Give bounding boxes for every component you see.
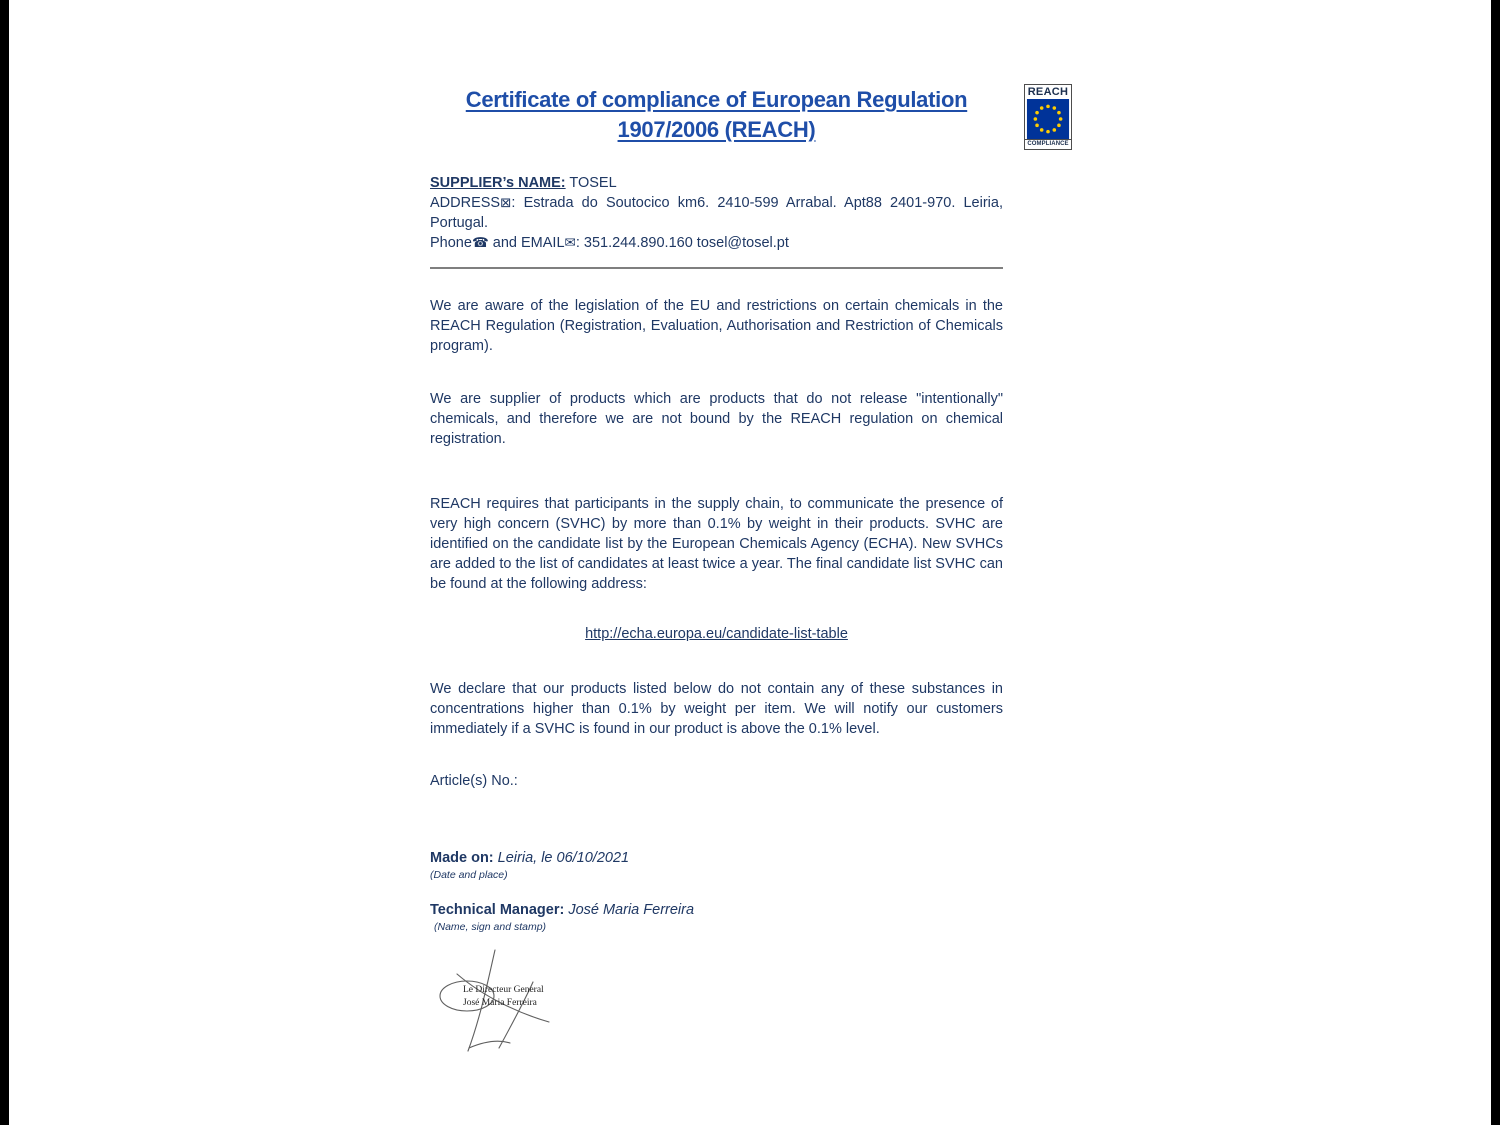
email-label: and EMAIL xyxy=(488,235,565,251)
phone-icon: ☎ xyxy=(471,235,489,250)
stamp-line-2: José Maria Ferreira xyxy=(463,998,537,1008)
made-on-value: Leiria, le 06/10/2021 xyxy=(493,850,630,866)
supplier-name-line xyxy=(430,173,1003,193)
address-value: : Estrada do Soutocico km6. 2410-599 Arrabal. Apt88 2401-970. Leiria, Portugal. xyxy=(430,195,1003,231)
envelope-icon: ⊠ xyxy=(500,195,512,210)
letterbox-left xyxy=(0,0,9,1125)
candidate-list-link[interactable]: http://echa.europa.eu/candidate-list-table xyxy=(585,626,848,642)
signature-block xyxy=(437,948,562,1053)
supplier-name-value: TOSEL xyxy=(565,175,617,191)
articles-line: Article(s) No.: xyxy=(430,773,518,789)
document-content xyxy=(430,85,1003,934)
letterbox-right xyxy=(1491,0,1500,1125)
supplier-block xyxy=(430,173,1003,253)
date-place-note: (Date and place) xyxy=(430,869,508,881)
paragraph-awareness: We are aware of the legislation of the EU and restrictions on certain chemicals in the REACH Regulation (Registration, Evaluation, Authorisation and Restriction of Chemicals program). xyxy=(430,298,1003,354)
technical-manager-label: Technical Manager: xyxy=(430,902,565,918)
reach-logo-title: REACH xyxy=(1027,86,1069,98)
eu-flag-icon xyxy=(1026,99,1070,139)
paragraph-declaration: We declare that our products listed below do not contain any of these substances in concentrations higher than 0.1% by weight per item. We will notify our customers immediately if a SVHC is found in our product is above the 0.1% level. xyxy=(430,681,1003,737)
document-title xyxy=(430,85,1003,145)
made-on-label: Made on: xyxy=(430,850,494,866)
paragraph-svhc-requirements: REACH requires that participants in the supply chain, to communicate the presence of very high concern (SVHC) by more than 0.1% by weight in their products. SVHC are identified on the candidate list by the European Chemicals Agency (ECHA). New SVHCs are added to the list of candidates at least twice a year. The final candidate list SVHC can be found at the following address: xyxy=(430,496,1003,592)
contact-value: : 351.244.890.160 tosel@tosel.pt xyxy=(575,235,789,251)
divider-line xyxy=(430,267,1003,269)
title-line-1: Certificate of compliance of European Regulation xyxy=(465,87,968,112)
supplier-address-line xyxy=(430,193,1003,233)
address-label: ADDRESS xyxy=(430,195,501,211)
stamp-line-1: Le Directeur General xyxy=(463,985,544,995)
stamp-text xyxy=(463,984,544,1010)
phone-label: Phone xyxy=(430,235,472,251)
supplier-name-label: SUPPLIER’s NAME: xyxy=(430,175,566,191)
reach-logo-caption: COMPLIANCE xyxy=(1025,139,1071,149)
supplier-contact-line xyxy=(430,233,1003,253)
fax-icon: ✉ xyxy=(564,235,576,250)
name-sign-stamp-note: (Name, sign and stamp) xyxy=(434,921,547,933)
made-on-line xyxy=(430,848,1003,868)
paragraph-supplier-statement: We are supplier of products which are products that do not release "intentionally" chemicals, and therefore we are not bound by the REACH regulation on chemical registration. xyxy=(430,391,1003,447)
technical-manager-value: José Maria Ferreira xyxy=(564,902,695,918)
technical-manager-line xyxy=(430,900,1003,920)
reach-compliance-logo xyxy=(1024,84,1072,150)
title-line-2: 1907/2006 (REACH) xyxy=(617,117,816,142)
candidate-list-link-line xyxy=(430,624,1003,644)
